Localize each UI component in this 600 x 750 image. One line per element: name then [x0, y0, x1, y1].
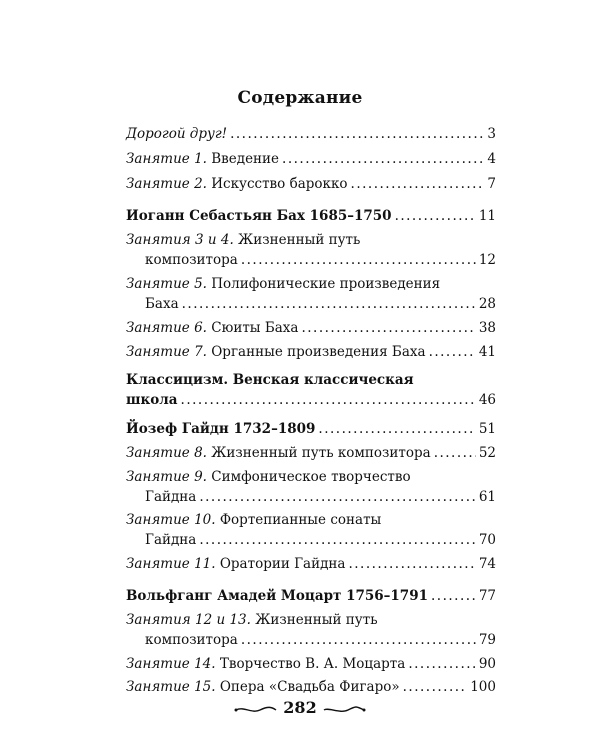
page-footer [0, 698, 600, 717]
toc-page-number: 41 [478, 344, 496, 360]
toc-section [126, 419, 496, 439]
toc-entry-cont-text: композитора [145, 632, 238, 648]
toc-entry-title: Опера «Свадьба Фигаро» [215, 679, 400, 695]
toc-entry-text [126, 174, 348, 194]
toc-section-title: Классицизм. Венская классическая [126, 372, 414, 388]
toc-entry-title: Органные произведения Баха [206, 344, 426, 360]
toc-entry-continuation [145, 294, 496, 314]
toc-entry-continuation [145, 530, 496, 550]
toc-entry-title: Фортепианные сонаты [215, 512, 382, 528]
toc-entry-lead: Занятие 2. [126, 176, 207, 192]
toc-page-number: 51 [478, 421, 496, 437]
toc-page-number: 7 [487, 176, 496, 192]
toc-entry-title: Оратории Гайдна [215, 556, 346, 572]
toc-entry-lead: Занятия 3 и 4. [126, 232, 234, 248]
toc-entry [126, 677, 496, 697]
toc-entry [126, 274, 496, 294]
toc-section-title: Иоганн Себастьян Бах 1685–1750 [126, 208, 392, 224]
toc-entry-title: Жизненный путь [250, 612, 378, 628]
toc-entry-text [126, 230, 360, 250]
toc-entry-cont-text: Гайдна [145, 489, 197, 505]
toc-dot-leader [241, 250, 476, 270]
toc-dot-leader [230, 124, 484, 144]
toc-entry [126, 554, 496, 574]
toc-section [126, 586, 496, 606]
toc-page-number: 3 [487, 126, 496, 142]
toc-entry-text [126, 124, 227, 144]
toc-section [126, 206, 496, 226]
toc-entry-text [126, 510, 381, 530]
toc-entry-text [126, 342, 426, 362]
ornament-left-icon [234, 702, 278, 716]
toc-entry-title: Искусство барокко [206, 176, 348, 192]
toc-dot-leader [199, 530, 475, 550]
toc-page-number: 79 [478, 632, 496, 648]
toc-entry-text [126, 318, 298, 338]
toc-page-number: 46 [478, 392, 496, 408]
toc-entry-lead: Занятие 7. [126, 344, 207, 360]
toc-page-number: 38 [478, 320, 496, 336]
toc-entry [126, 443, 496, 463]
toc-entry-title: Жизненный путь композитора [206, 445, 431, 461]
toc-entry [126, 342, 496, 362]
toc-dot-leader [318, 419, 475, 439]
toc-page-number: 12 [478, 252, 496, 268]
toc-dot-leader [348, 554, 475, 574]
toc-dot-leader [199, 487, 475, 507]
toc-dot-leader [241, 630, 476, 650]
toc-dot-leader [351, 174, 485, 194]
toc-entry-text [126, 610, 378, 630]
toc-dot-leader [408, 654, 475, 674]
toc-page-number: 74 [478, 556, 496, 572]
toc-section [126, 390, 496, 410]
toc-entry [126, 610, 496, 630]
toc-entry-text [126, 654, 405, 674]
toc-entry-lead: Занятия 12 и 13. [126, 612, 251, 628]
toc-entry-lead: Занятие 14. [126, 656, 216, 672]
toc-entry-text [126, 443, 431, 463]
toc-section-title: Вольфганг Амадей Моцарт 1756–1791 [126, 588, 428, 604]
toc-dot-leader [434, 443, 476, 463]
toc-dot-leader [301, 318, 475, 338]
toc-page-number: 77 [478, 588, 496, 604]
toc-entry-lead: Занятие 11. [126, 556, 216, 572]
page-title: Содержание [237, 88, 363, 108]
toc-entry-continuation [145, 487, 496, 507]
toc-dot-leader [181, 390, 476, 410]
page-number: 282 [283, 698, 317, 717]
toc-dot-leader [403, 677, 468, 697]
toc-entry [126, 654, 496, 674]
toc-page-number: 90 [478, 656, 496, 672]
toc-page-number: 100 [470, 679, 496, 695]
toc-page-number: 4 [487, 151, 496, 167]
toc-entry-title: Сюиты Баха [206, 320, 299, 336]
toc-section-title-cont: школа [126, 392, 178, 408]
toc-entry-continuation [145, 630, 496, 650]
toc-page-number: 61 [478, 489, 496, 505]
toc-dot-leader [282, 149, 484, 169]
toc-entry-continuation [145, 250, 496, 270]
toc-entry-title: Полифонические произведения [206, 276, 441, 292]
toc-page-number: 70 [478, 532, 496, 548]
toc-entry-title: Симфоническое творчество [206, 469, 411, 485]
toc-entry [126, 149, 496, 169]
toc-entry-lead: Занятие 8. [126, 445, 207, 461]
toc-entry-cont-text: Баха [145, 296, 179, 312]
toc-dot-leader [429, 342, 476, 362]
toc-page-number: 28 [478, 296, 496, 312]
toc-entry [126, 467, 496, 487]
toc-entry [126, 510, 496, 530]
toc-entry-lead: Занятие 15. [126, 679, 216, 695]
toc-entry [126, 174, 496, 194]
toc-entry-text [126, 149, 279, 169]
toc-entry-lead: Дорогой друг! [126, 126, 228, 142]
toc-entry-lead: Занятие 10. [126, 512, 216, 528]
toc-entry-text [126, 677, 400, 697]
toc-entry-cont-text: Гайдна [145, 532, 197, 548]
toc-entry-lead: Занятие 1. [126, 151, 207, 167]
toc-page-number: 52 [478, 445, 496, 461]
toc-entry-cont-text: композитора [145, 252, 238, 268]
toc-entry [126, 124, 496, 144]
toc-entry [126, 318, 496, 338]
toc-entry-title: Жизненный путь [233, 232, 361, 248]
toc-section-title: Йозеф Гайдн 1732–1809 [126, 421, 316, 437]
toc-entry-text [126, 467, 411, 487]
toc-page-number: 11 [478, 208, 496, 224]
toc-entry-title: Творчество В. А. Моцарта [215, 656, 406, 672]
toc-entry-lead: Занятие 5. [126, 276, 207, 292]
toc-dot-leader [182, 294, 476, 314]
toc-entry-lead: Занятие 6. [126, 320, 207, 336]
toc-entry [126, 230, 496, 250]
toc-entry-text [126, 554, 345, 574]
toc-dot-leader [395, 206, 476, 226]
ornament-right-icon [322, 702, 366, 716]
toc-dot-leader [431, 586, 476, 606]
toc-entry-text [126, 274, 440, 294]
toc-entry-lead: Занятие 9. [126, 469, 207, 485]
toc-entry-title: Введение [206, 151, 280, 167]
